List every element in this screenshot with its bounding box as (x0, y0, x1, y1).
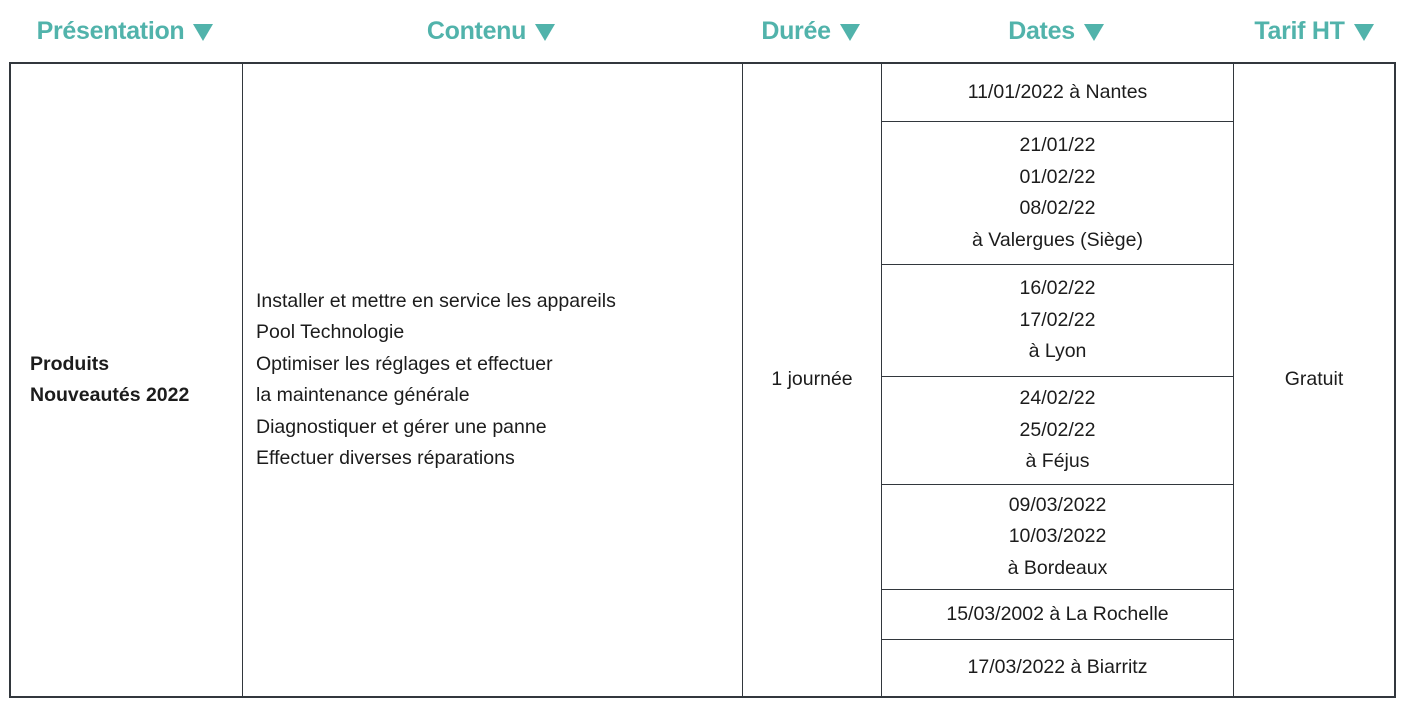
date-line: 25/02/22 (1019, 418, 1096, 441)
tarif-text: Gratuit (1284, 368, 1344, 391)
date-session (882, 64, 1233, 122)
column-header-label: Dates (1008, 16, 1075, 45)
cell-contenu (243, 64, 743, 696)
contenu-line: la maintenance générale (256, 384, 470, 406)
date-line: 10/03/2022 (1008, 525, 1107, 548)
column-header-label: Durée (761, 16, 831, 45)
presentation-line: Produits (30, 352, 110, 375)
cell-tarif (1234, 64, 1394, 696)
date-line: 17/02/22 (1019, 308, 1096, 331)
date-line: à Lyon (1028, 340, 1087, 363)
sort-dropdown-icon[interactable] (1084, 24, 1104, 41)
date-line: 15/03/2002 à La Rochelle (946, 602, 1169, 625)
cell-dates (882, 64, 1234, 696)
training-table (9, 62, 1396, 698)
date-line: 01/02/22 (1019, 165, 1096, 188)
date-line: à Valergues (Siège) (972, 228, 1143, 251)
contenu-line: Effectuer diverses réparations (256, 447, 515, 469)
column-header-contenu[interactable] (241, 0, 741, 62)
date-line: 08/02/22 (1019, 197, 1096, 219)
date-line: 11/01/2022 à Nantes (967, 80, 1148, 103)
date-session (882, 485, 1233, 590)
date-session (882, 590, 1233, 640)
contenu-line: Diagnostiquer et gérer une panne (256, 415, 547, 438)
date-line: à Bordeaux (1007, 556, 1108, 579)
column-header-presentation[interactable] (9, 0, 241, 62)
sort-dropdown-icon[interactable] (1354, 24, 1374, 41)
presentation-text (11, 349, 242, 412)
date-line: 17/03/2022 à Biarritz (967, 656, 1148, 679)
date-session (882, 640, 1233, 696)
column-header-label: Présentation (36, 16, 185, 45)
date-session (882, 265, 1233, 377)
sort-dropdown-icon[interactable] (193, 24, 213, 41)
date-session (882, 122, 1233, 265)
column-header-tarif[interactable] (1232, 0, 1396, 62)
duree-text: 1 journée (771, 368, 853, 391)
column-header-dates[interactable] (880, 0, 1232, 62)
column-header-label: Contenu (426, 16, 527, 45)
date-session (882, 377, 1233, 485)
table-header-row (9, 0, 1396, 62)
cell-duree (743, 64, 882, 696)
date-line: 21/01/22 (1019, 134, 1096, 156)
date-line: 24/02/22 (1019, 387, 1096, 410)
column-header-label: Tarif HT (1254, 16, 1345, 45)
contenu-line: Installer et mettre en service les appareils (256, 289, 616, 312)
sort-dropdown-icon[interactable] (840, 24, 860, 41)
date-line: 16/02/22 (1019, 277, 1096, 300)
contenu-line: Pool Technologie (256, 321, 405, 343)
column-header-duree[interactable] (741, 0, 880, 62)
sort-dropdown-icon[interactable] (535, 24, 555, 41)
date-line: 09/03/2022 (1008, 493, 1107, 516)
date-line: à Féjus (1025, 450, 1090, 473)
contenu-text (243, 286, 742, 475)
cell-presentation (11, 64, 243, 696)
contenu-line: Optimiser les réglages et effectuer (256, 352, 553, 375)
presentation-line: Nouveautés 2022 (30, 384, 190, 406)
